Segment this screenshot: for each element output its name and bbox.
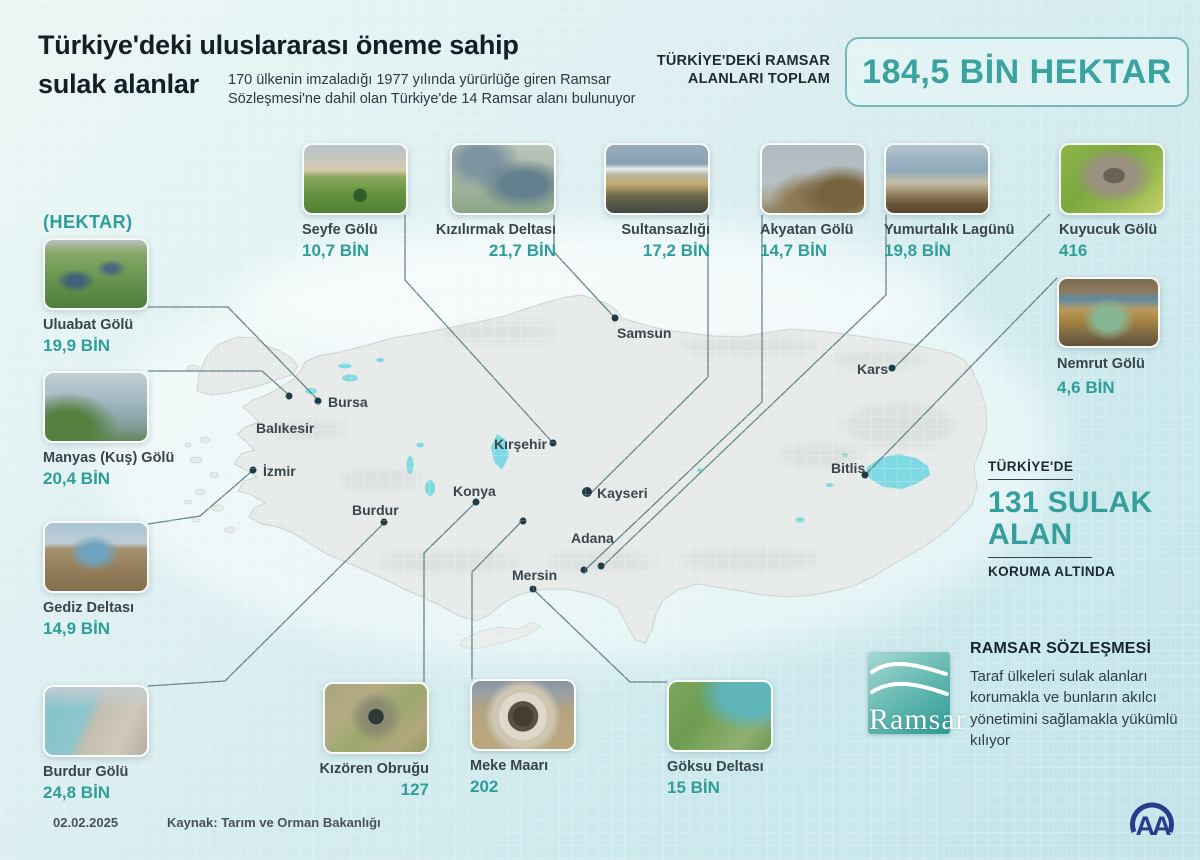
wetland-value: 19,9 BİN <box>43 336 111 355</box>
ramsar-description: Taraf ülkeleri sulak alanları korumakla ve bunların akılcı yönetimini sağlamakla yükümlü kılıyor <box>970 668 1178 749</box>
wetland-card-nemrut <box>1057 277 1163 397</box>
ramsar-waves-icon <box>868 652 950 702</box>
wetland-card-yumurtalik <box>884 143 1015 260</box>
dot-mersin <box>530 586 537 593</box>
lake-egirdir <box>407 456 414 474</box>
wetland-card-seyfe <box>302 143 408 260</box>
city-label-bitlis: Bitlis <box>831 460 866 476</box>
city-label-konya: Konya <box>453 483 496 499</box>
wetland-value: 14,9 BİN <box>43 619 111 638</box>
wetland-photo-manyas <box>43 371 149 443</box>
city-label-mersin: Mersin <box>512 567 558 583</box>
wetland-name: Kızören Obruğu <box>319 761 429 777</box>
page-title-line2: sulak alanlar <box>38 69 199 100</box>
wetland-value: 21,7 BİN <box>488 241 556 260</box>
city-label-izmir: İzmir <box>263 463 296 479</box>
wetland-name: Sultansazlığı <box>621 222 710 238</box>
dot-burdur <box>381 519 388 526</box>
total-value: 184,5 BİN HEKTAR <box>862 52 1172 91</box>
wetland-photo-seyfe <box>302 143 408 215</box>
dot-kirsehir <box>550 440 557 447</box>
wetland-name: Gediz Deltası <box>43 600 135 616</box>
city-label-burdur: Burdur <box>352 502 399 518</box>
page-title-line1: Türkiye'deki uluslararası öneme sahip <box>38 30 519 60</box>
wetland-name: Göksu Deltası <box>667 759 764 775</box>
protected-suffix: KORUMA ALTINDA <box>988 564 1116 579</box>
wetland-name: Burdur Gölü <box>43 764 129 780</box>
wetland-photo-goksu <box>667 680 773 752</box>
anadolu-agency-logo <box>1124 792 1180 842</box>
lake-iznik <box>338 364 352 369</box>
protected-wetlands-block <box>988 458 1152 579</box>
wetland-photo-akyatan <box>760 143 866 215</box>
page-subtitle: 170 ülkenin imzaladığı 1977 yılında yürürlüğe giren Ramsar Sözleşmesi'ne dahil olan Türkiye'de 14 Ramsar alanı bulunuyor <box>228 72 636 108</box>
lake-uluabat <box>342 375 358 382</box>
city-label-kars: Kars <box>857 361 889 377</box>
wetland-card-meke <box>470 679 576 796</box>
dot-samsun <box>612 315 619 322</box>
wetland-value: 14,7 BİN <box>760 241 828 260</box>
protected-count: 131 SULAK ALAN <box>988 486 1153 551</box>
wetland-photo-kizilirmak <box>450 143 556 215</box>
wetland-value: 19,8 BİN <box>884 241 952 260</box>
wetland-card-uluabat <box>43 238 149 355</box>
wetland-value: 202 <box>470 777 499 796</box>
wetland-value: 127 <box>400 780 429 799</box>
publish-date: 02.02.2025 <box>53 815 119 830</box>
dot-kars <box>889 365 896 372</box>
wetland-name: Yumurtalık Lagünü <box>884 222 1015 238</box>
unit-note: (HEKTAR) <box>43 212 133 232</box>
city-label-kayseri: Kayseri <box>597 485 648 501</box>
wetland-name: Seyfe Gölü <box>302 222 378 238</box>
source-note: Kaynak: Tarım ve Orman Bakanlığı <box>167 815 381 830</box>
protected-prefix: TÜRKİYE'DE <box>988 459 1073 480</box>
dot-konya <box>473 499 480 506</box>
wetland-photo-uluabat <box>43 238 149 310</box>
dot-manyas <box>286 393 293 400</box>
dot-izmir <box>250 467 257 474</box>
wetland-value: 17,2 BİN <box>642 241 710 260</box>
dot-meke <box>520 518 527 525</box>
city-label-samsun: Samsun <box>617 325 672 341</box>
divider <box>988 557 1092 558</box>
wetland-name: Kuyucuk Gölü <box>1059 222 1158 238</box>
wetland-value: 20,4 BİN <box>43 469 111 488</box>
wetland-name: Uluabat Gölü <box>43 317 134 333</box>
wetland-name: Nemrut Gölü <box>1057 356 1145 372</box>
wetland-card-akyatan <box>760 143 866 260</box>
wetland-photo-kuyucuk <box>1059 143 1165 215</box>
dot-akyatan <box>581 567 588 574</box>
wetland-name: Akyatan Gölü <box>760 222 854 238</box>
total-value-box <box>845 37 1189 107</box>
total-label: TÜRKİYE'DEKİ RAMSAR ALANLARI TOPLAM <box>656 53 830 88</box>
wetland-card-sultansazligi <box>604 143 710 260</box>
wetland-photo-nemrut <box>1057 277 1160 348</box>
city-label-adana: Adana <box>571 530 614 546</box>
wetland-card-goksu <box>667 680 773 797</box>
wetland-name: Manyas (Kuş) Gölü <box>43 450 175 466</box>
wetland-card-gediz <box>43 521 149 638</box>
wetland-photo-meke <box>470 679 576 751</box>
wetland-value: 24,8 BİN <box>43 783 111 802</box>
city-label-bursa: Bursa <box>328 394 368 410</box>
wetland-card-kizoren <box>319 682 429 799</box>
city-label-kirsehir: Kırşehir <box>494 436 547 452</box>
wetland-name: Kızılırmak Deltası <box>435 222 556 238</box>
dot-yumurtalik <box>598 563 605 570</box>
wetland-photo-kizoren <box>323 682 429 754</box>
wetland-photo-gediz <box>43 521 149 593</box>
wetland-card-manyas <box>43 371 175 488</box>
ramsar-title: RAMSAR SÖZLEŞMESİ <box>970 640 1152 657</box>
wetland-card-burdur-golu <box>43 685 149 802</box>
wetland-value: 15 BİN <box>667 778 720 797</box>
wetland-value: 10,7 BİN <box>302 241 370 260</box>
wetland-photo-burdur-golu <box>43 685 149 757</box>
wetland-value: 416 <box>1059 241 1088 260</box>
wetland-value: 4,6 BİN <box>1057 378 1115 397</box>
ramsar-logo-wordmark: Ramsar <box>869 703 967 736</box>
agency-monogram: AA <box>1135 811 1169 841</box>
wetland-photo-yumurtalik <box>884 143 990 215</box>
wetland-name: Meke Maarı <box>470 758 549 774</box>
city-label-balikesir: Balıkesir <box>256 420 315 436</box>
lake-beysehir <box>425 480 435 496</box>
wetland-card-kizilirmak <box>435 143 556 260</box>
wetland-card-kuyucuk <box>1059 143 1165 260</box>
dot-bursa <box>315 398 322 405</box>
wetland-photo-sultansazligi <box>604 143 710 215</box>
dot-kayseri <box>582 487 592 497</box>
